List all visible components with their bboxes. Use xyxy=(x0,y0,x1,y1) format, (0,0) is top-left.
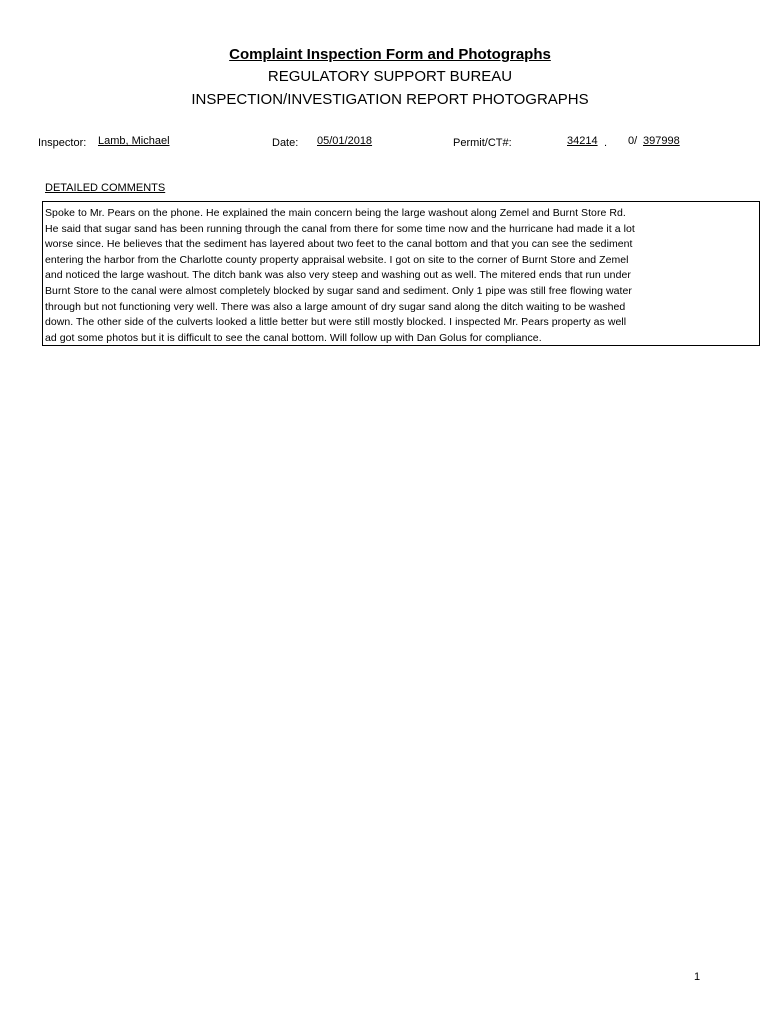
inspector-value: Lamb, Michael xyxy=(98,135,170,147)
report-title: Complaint Inspection Form and Photographs xyxy=(229,46,551,63)
date-value: 05/01/2018 xyxy=(317,135,373,147)
permit-number: 34214 xyxy=(567,135,598,147)
comment-line: entering the harbor from the Charlotte county property appraisal website. I got on site to the corner of Burnt Store and Zemel xyxy=(45,253,629,266)
permit-separator: . xyxy=(604,137,608,149)
ct-number: 397998 xyxy=(643,135,680,147)
comment-line: and noticed the large washout. The ditch bank was also very steep and washing out as well. The mitered ends that run under xyxy=(45,269,631,282)
comments-box xyxy=(42,201,760,346)
comment-line: Burnt Store to the canal were almost completely blocked by sugar sand and sediment. Only 1 pipe was still free flowing water xyxy=(45,284,632,297)
comment-line: worse since. He believes that the sediment has layered about two feet to the canal bottom and that you can see the sediment xyxy=(45,238,633,251)
comments-heading: DETAILED COMMENTS xyxy=(45,182,166,194)
comment-line: down. The other side of the culverts looked a little better but were still mostly blocked. I inspected Mr. Pears property as well xyxy=(45,316,627,329)
page-number: 1 xyxy=(694,971,701,983)
comment-line: He said that sugar sand has been running through the canal from there for some time now and the hurricane had made it a lot xyxy=(45,222,635,235)
permit-label: Permit/CT#: xyxy=(453,137,512,149)
report-type: INSPECTION/INVESTIGATION REPORT PHOTOGRAPHS xyxy=(191,91,589,108)
comment-line: Spoke to Mr. Pears on the phone. He explained the main concern being the large washout along Zemel and Burnt Store Rd. xyxy=(45,207,626,219)
comment-line: through but not functioning very well. There was also a large amount of dry sugar sand along the ditch waiting to be washed xyxy=(45,300,626,313)
date-label: Date: xyxy=(272,137,299,149)
comment-line: ad got some photos but it is difficult to see the canal bottom. Will follow up with Dan Golus for compliance. xyxy=(45,331,542,344)
inspector-label: Inspector: xyxy=(38,137,87,149)
bureau-name: REGULATORY SUPPORT BUREAU xyxy=(267,68,513,85)
permit-prefix: 0/ xyxy=(628,135,638,147)
